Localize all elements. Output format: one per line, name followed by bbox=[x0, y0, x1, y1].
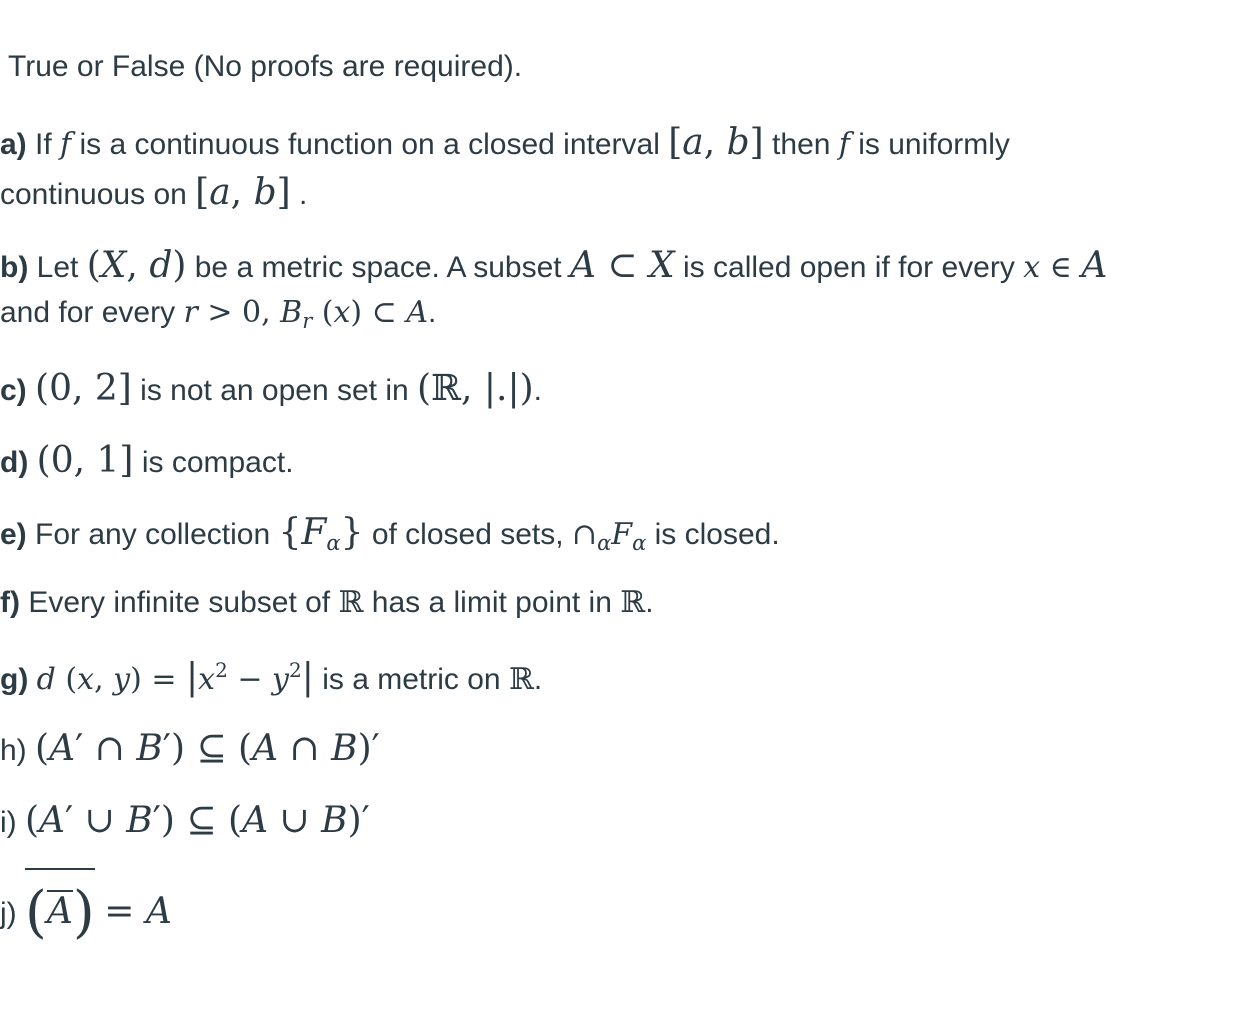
item-e-text: of closed sets, bbox=[371, 518, 564, 551]
item-e-label: e) bbox=[0, 518, 27, 551]
math-closure-of-closure: (A) = A bbox=[25, 896, 172, 931]
item-h bbox=[0, 728, 380, 769]
math-interval-02: (0, 2] bbox=[35, 368, 132, 409]
math-reals: ℝ bbox=[508, 662, 534, 697]
item-d bbox=[0, 440, 294, 481]
math-interval-01: (0, 1] bbox=[36, 440, 134, 481]
math-ball-condition: r > 0, $B_r$ (x) ⊂ A bbox=[183, 295, 429, 333]
item-g bbox=[0, 657, 542, 698]
math-derived-union: (A′ ∪ B′) ⊆ (A ∪ B)′ bbox=[25, 800, 370, 841]
math-real-line: (ℝ, |.|) bbox=[417, 368, 534, 409]
item-g-text: is a metric on bbox=[322, 663, 501, 696]
item-g-label: g) bbox=[0, 663, 29, 696]
math-derived-intersection: (A′ ∩ B′) ⊆ (A ∩ B)′ bbox=[35, 728, 380, 769]
math-interval-ab: [a, b] bbox=[668, 122, 764, 163]
item-e-text: For any collection bbox=[35, 518, 271, 551]
math-collection: $\{F_\alpha\}$ bbox=[278, 512, 364, 555]
page-title: True or False (No proofs are required). bbox=[8, 50, 523, 83]
item-e bbox=[0, 512, 780, 555]
item-b-text: . bbox=[428, 296, 437, 329]
item-c-text: is not an open set in bbox=[140, 374, 409, 407]
math-reals: ℝ bbox=[338, 585, 364, 620]
math-reals: ℝ bbox=[620, 585, 646, 620]
item-f-text: has a limit point in bbox=[371, 586, 612, 619]
item-c-text: . bbox=[533, 374, 542, 407]
item-a-text: If bbox=[35, 128, 52, 161]
item-b-line1 bbox=[0, 245, 1107, 286]
math-metric-space: (X, d) bbox=[86, 245, 187, 286]
item-a-text: continuous on bbox=[0, 178, 187, 211]
item-d-label: d) bbox=[0, 446, 29, 479]
math-interval-ab: [a, b] bbox=[195, 172, 291, 213]
item-b-text: Let bbox=[36, 251, 79, 284]
item-c-label: c) bbox=[0, 374, 27, 407]
item-a-line2 bbox=[0, 172, 307, 213]
item-e-text: is closed. bbox=[654, 518, 780, 551]
math-f: f bbox=[60, 127, 72, 162]
item-f-text: Every infinite subset of bbox=[28, 586, 331, 619]
item-b-text: is called open if for every bbox=[683, 251, 1015, 284]
item-b-text: be a metric space. A subset bbox=[194, 251, 562, 284]
item-f-text: . bbox=[645, 586, 654, 619]
item-a-label: a) bbox=[0, 128, 27, 161]
item-f bbox=[0, 585, 654, 620]
item-g-text: . bbox=[533, 663, 543, 696]
item-b-text: and for every bbox=[0, 296, 176, 329]
item-a-text: then bbox=[772, 128, 831, 161]
item-j-label: j) bbox=[0, 897, 17, 930]
item-d-text: is compact. bbox=[141, 446, 294, 479]
item-a-text: . bbox=[299, 178, 308, 211]
math-x-in-a: x ∈ A bbox=[1023, 245, 1108, 286]
item-a-line1 bbox=[0, 122, 1010, 163]
item-a-text: is uniformly bbox=[858, 128, 1010, 161]
item-a-text: is a continuous function on a closed interval bbox=[79, 128, 660, 161]
math-intersection: $\cap_\alpha F_\alpha$ bbox=[571, 517, 647, 555]
math-a-subset-x: A ⊂ X bbox=[569, 245, 675, 286]
item-c bbox=[0, 368, 542, 409]
item-f-label: f) bbox=[0, 586, 20, 619]
math-f: f bbox=[838, 127, 850, 162]
item-b-label: b) bbox=[0, 251, 29, 284]
item-b-line2 bbox=[0, 295, 436, 333]
item-i bbox=[0, 800, 370, 841]
item-j bbox=[0, 868, 172, 945]
math-metric-def: d (x, $y) = |x^2 - y^2|$ bbox=[36, 657, 314, 698]
item-h-label: h) bbox=[0, 734, 27, 767]
item-i-label: i) bbox=[0, 806, 17, 839]
